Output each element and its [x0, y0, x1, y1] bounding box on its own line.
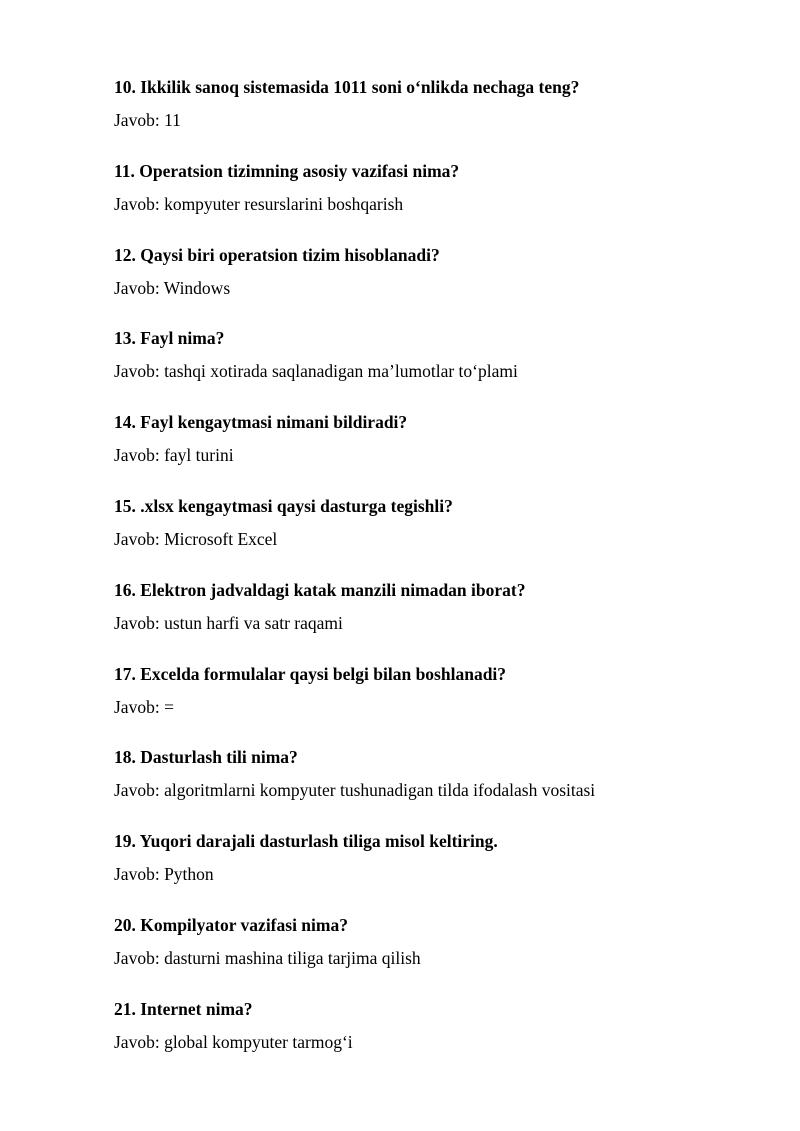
answer-text: Javob: =	[114, 696, 174, 717]
answer-text: Javob: Windows	[114, 277, 231, 298]
question-text: 12. Qaysi biri operatsion tizim hisoblanadi?	[114, 244, 440, 265]
qa-item	[114, 577, 754, 661]
qa-item	[114, 493, 754, 577]
answer-text: Javob: fayl turini	[114, 445, 234, 466]
question-text: 11. Operatsion tizimning asosiy vazifasi nima?	[114, 160, 460, 181]
qa-item	[114, 409, 754, 493]
qa-item	[114, 74, 754, 158]
question-text: 15. .xlsx kengaytmasi qaysi dasturga tegishli?	[114, 495, 453, 516]
question-text: 19. Yuqori darajali dasturlash tiliga misol keltiring.	[114, 831, 498, 852]
answer-text: Javob: Python	[114, 864, 214, 885]
question-text: 21. Internet nima?	[114, 998, 253, 1019]
qa-item	[114, 744, 754, 828]
qa-item	[114, 996, 754, 1080]
qa-item	[114, 828, 754, 912]
question-text: 17. Excelda formulalar qaysi belgi bilan boshlanadi?	[114, 663, 507, 684]
question-text: 20. Kompilyator vazifasi nima?	[114, 914, 348, 935]
answer-text: Javob: ustun harfi va satr raqami	[114, 612, 343, 633]
question-text: 13. Fayl nima?	[114, 328, 225, 349]
answer-text: Javob: Microsoft Excel	[114, 528, 278, 549]
answer-text: Javob: kompyuter resurslarini boshqarish	[114, 193, 404, 214]
document-page	[114, 74, 754, 1080]
question-text: 14. Fayl kengaytmasi nimani bildiradi?	[114, 412, 408, 433]
answer-text: Javob: global kompyuter tarmog‘i	[114, 1031, 353, 1052]
question-text: 18. Dasturlash tili nima?	[114, 747, 298, 768]
qa-item	[114, 912, 754, 996]
qa-item	[114, 661, 754, 745]
qa-item	[114, 158, 754, 242]
question-text: 10. Ikkilik sanoq sistemasida 1011 soni o‘nlikda nechaga teng?	[114, 77, 580, 97]
answer-text: Javob: algoritmlarni kompyuter tushunadigan tilda ifodalash vositasi	[114, 780, 596, 801]
answer-text: Javob: 11	[114, 110, 181, 130]
qa-item	[114, 325, 754, 409]
question-text: 16. Elektron jadvaldagi katak manzili nimadan iborat?	[114, 579, 526, 600]
qa-item	[114, 242, 754, 326]
answer-text: Javob: dasturni mashina tiliga tarjima qilish	[114, 947, 421, 968]
answer-text: Javob: tashqi xotirada saqlanadigan ma’lumotlar to‘plami	[114, 361, 518, 382]
